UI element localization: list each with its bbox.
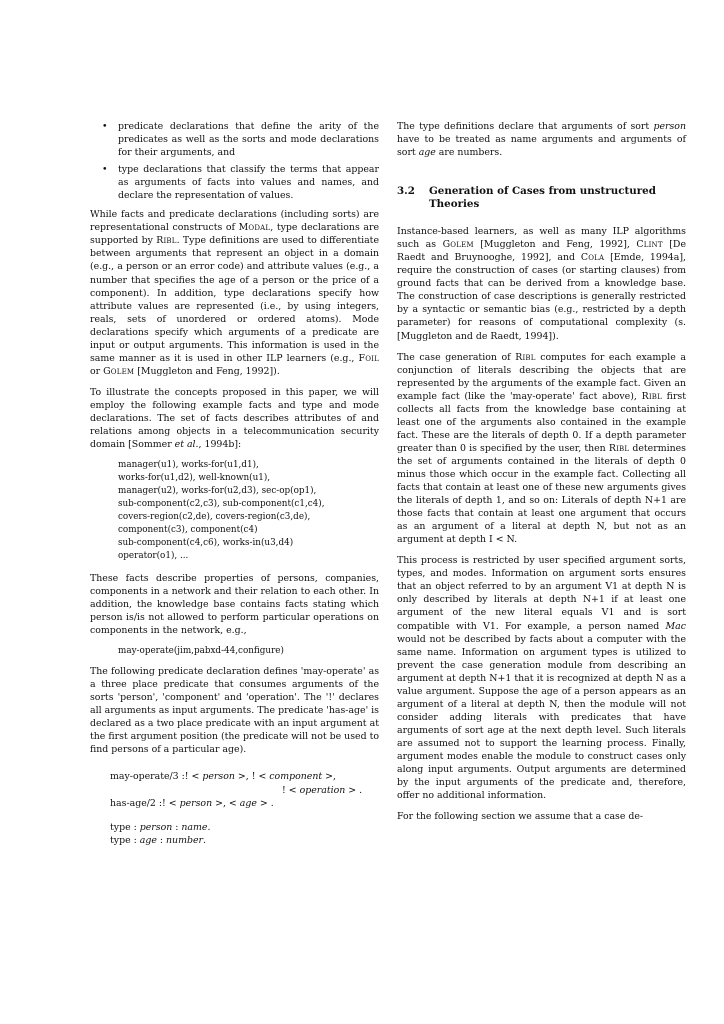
list-item: • predicate declarations that define the arity of the predicates as well as the sorts and mode declarations for their arguments, and bbox=[102, 121, 379, 159]
paragraph-case-generation: The case generation of Ribl computes for each example a conjunction of literals describing the objects that are represented by the arguments of the example fact. Given an example fact (like the 'may-operate' fact above), Ribl first collects all facts from the knowledge base containing at least one of the arguments also contained in the example fact. These are the literals of depth 0. If a depth parameter greater than 0 is specified by the user, then Ribl determines the set of arguments contained in the literals of depth 0 minus those which occur in the example fact. Collecting all facts that contain at least one of these new arguments gives the literals of depth 1, and so on: Literals of depth N+1 are those facts that contain at least one argument that occurs as an argument of a literal at depth N, but not as an argument at depth I < N. bbox=[397, 351, 686, 546]
right-column bbox=[397, 120, 686, 831]
type-declarations bbox=[90, 821, 379, 848]
bullet-icon: • bbox=[102, 164, 108, 176]
paragraph-illustrate: To illustrate the concepts proposed in this paper, we will employ the following example facts and type and mode declarations. The set of facts describes attributes of and relations among objects in a telecommunication security domain [Sommer et al., 1994b]: bbox=[90, 386, 379, 451]
section-heading bbox=[397, 185, 686, 211]
list-item: • type declarations that classify the terms that appear as arguments of facts into values and names, and declare the representation of values. bbox=[102, 164, 379, 202]
section-number: 3.2 bbox=[397, 185, 415, 198]
bullet-icon: • bbox=[102, 121, 108, 132]
paragraph-predicate-declaration: The following predicate declaration defines 'may-operate' as a three place predicate that consumes arguments of the sorts 'person', 'component' and 'operation'. The '!' declares all arguments as input arguments. The predicate 'has-age' is declared as a two place predicate with an input argument at the first argument position (the predicate will not be used to find persons of a particular age). bbox=[90, 665, 379, 756]
fact-line: sub-component(c4,c6), works-in(u3,d4) bbox=[118, 538, 294, 549]
paragraph-type-definitions: The type definitions declare that arguments of sort person have to be treated as name arguments and arguments of sort age are numbers. bbox=[397, 121, 686, 159]
fact-line: component(c3), component(c4) bbox=[118, 525, 258, 536]
fact-line: covers-region(c2,de), covers-region(c3,de), bbox=[118, 512, 311, 523]
fact-line: works-for(u1,d2), well-known(u1), bbox=[118, 473, 271, 484]
example-facts-block bbox=[90, 459, 379, 563]
paragraph-following-section: For the following section we assume that a case de- bbox=[397, 811, 644, 823]
fact-line: operator(o1), ... bbox=[118, 551, 189, 562]
type-line: type : person : name. bbox=[110, 821, 211, 833]
section-title: Generation of Cases from unstructured Theories bbox=[429, 185, 656, 211]
declaration-bullet-list bbox=[90, 120, 379, 202]
fact-line: manager(u2), works-for(u2,d3), sec-op(op1), bbox=[118, 486, 317, 497]
declaration-line: ! < operation > . bbox=[282, 784, 363, 796]
fact-line: sub-component(c2,c3), sub-component(c1,c4), bbox=[118, 499, 325, 510]
paragraph-modal-ribl: While facts and predicate declarations (including sorts) are representational constructs of Modal, type declarations are supported by Ribl. Type definitions are used to differentiate between arguments that represent an object in a domain (e.g., a person or an error code) and attribute values (e.g., a number that specifies the age of a person or the price of a component). In addition, type declarations specify how attribute values are represented (i.e., by using integers, reals, sets of unordered or ordered atoms). Mode declarations specify which arguments of a predicate are input or output arguments. This information is used in the same manner as it is used in other ILP learners (e.g., Foil or Golem [Muggleton and Feng, 1992]). bbox=[90, 209, 380, 377]
predicate-declarations bbox=[90, 770, 379, 811]
paragraph-instance-based: Instance-based learners, as well as many ILP algorithms such as Golem [Muggleton and Feng, 1992], Clint [De Raedt and Bruynooghe, 1992], and Cola [Emde, 1994a], require the construction of cases (or starting clauses) from ground facts that can be derived from a knowledge base. The construction of case descriptions is generally restricted by a syntactic or semantic bias (e.g., restricted by a depth parameter) for reasons of computational complexity (s. [Muggleton and de Raedt, 1994]). bbox=[397, 226, 686, 342]
declaration-line: has-age/2 :! < person >, < age > . bbox=[110, 798, 274, 810]
paragraph-process-restricted: This process is restricted by user specified argument sorts, types, and modes. Information on argument sorts ensures that an object referred to by an argument V1 at depth N is only described by literals at depth N+1 if at least one argument of the new literal equals V1 and is sort compatible with V1. For example, a person named Mac would not be described by facts about a computer with the same name. Information on argument types is utilized to prevent the case generation module from describing an argument at depth N+1 that it is recognized at depth N as a value argument. Suppose the age of a person appears as an argument of a literal at depth N, then the module will not consider adding literals with predicates that have arguments of sort age at the next depth level. Such literals are assumed not to support the learning process. Finally, argument modes enable the module to construct cases only along input arguments. Output arguments are determined by the input arguments of the predicate and, therefore, offer no additional information. bbox=[397, 555, 686, 802]
fact-line: manager(u1), works-for(u1,d1), bbox=[118, 460, 259, 471]
left-column bbox=[90, 120, 379, 848]
type-line: type : age : number. bbox=[110, 835, 206, 847]
paragraph-facts-describe: These facts describe properties of persons, companies, components in a network and their relation to each other. In addition, the knowledge base contains facts stating which person is/is not allowed to perform particular operations on components in the network, e.g., bbox=[90, 572, 379, 636]
declaration-line: may-operate/3 :! < person >, ! < component >, bbox=[110, 771, 336, 783]
example-fact: may-operate(jim,pabxd-44,configure) bbox=[118, 645, 284, 656]
